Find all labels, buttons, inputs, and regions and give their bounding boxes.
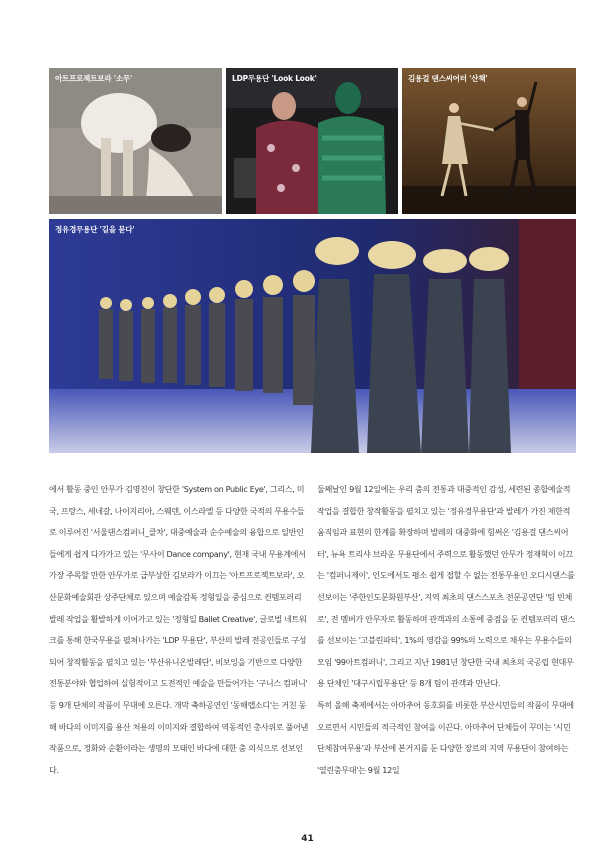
photo-look-look-image [226,68,398,214]
photo-walk [402,68,576,214]
left-column-text: 에서 활동 중인 안무가 김명진이 창단한 'System on Public Eye', 그리스, 미국, 프랑스, 세네갈, 나이지리아, 스웨덴, 이스라엘 등 다양한 국적의 무용수들로 이루어진 '서울댄스컴퍼니_클차', 대중예술과 순수예술의 융합으로 일반인들에게 쉽게 다가가고 있는 '무사이 Dance company', 현재 국내 무용계에서 가장 주목할 만한 안무가로 급부상한 김보라가 이끄는 '아트프로젝트보라', 오산문화예술회관 상주단체로 있으며 예술감독 정형일을 중심으로 컨템포러리 발레 작업을 활발하게 이어가고 있는 '정형일 Ballet Creative', 글로벌 네트워크를 통해 한국무용을 펼쳐나가는 'LDP 무용단', 부산의 발레 전공인들로 구성되어 창작활동을 펼치고 있는 '부산유니온발레단', 비보잉을 기반으로 다양한 전통분야와 협업하여 실험적이고 도전적인 예술을 만들어가는 '구니스 컴퍼니' 등 9개 단체의 작품이 무대에 오른다. 개막 축하공연인 '동해랩소디'는 거친 동해 바다의 이미지를 용산 처용의 이미지와 결합하여 역동적인 총사위로 풀어낸 작품으로, 정화와 순환이라는 생명의 모태인 바다에 대한 춤 의식으로 선보인다. [49,484,309,775]
right-column-paragraph-2: 특히 올해 축제에서는 아마추어 동호회를 비롯한 부산시민들의 작품이 무대에 오르면서 시민들의 적극적인 참여을 이끈다. 아마추어 단체들이 꾸미는 '시민단체참여무용'과 부산에 본거지를 둔 다양한 장르의 지역 무용단이 참여하는 '열린춤무대'는 9월 12일 [317,699,574,775]
right-column-paragraph-1: 둘째날인 9월 12일에는 우리 춤의 전통과 대중적인 감성, 세련된 종합예술적 작업을 결합한 창작활동을 펼치고 있는 '정유경무용단'과 발레가 가진 제한적 움직임과 표현의 한계를 확장하며 발레의 대중화에 힘써온 '김용걸 댄스씨어터', 뉴욕 트리샤 브라운 무용단에서 주력으로 활동했던 안무가 정재혁이 이끄는 '컴퍼니제이', 인도에서도 평소 쉽게 접할 수 없는 전통무용인 오디시댄스를 선보이는 '주한인도문화원부산', 지역 최초의 댄스스포츠 전문공연단 '팀 빈체로', 전 멤버가 안무자로 활동하며 관객과의 소통에 중점을 둔 컨템포러리 댄스를 선보이는 '고블린파티', 1%의 영감을 99%의 노력으로 채우는 무용수들의 모임 '99아트컴퍼니', 그리고 지난 1981년 창단한 국내 최초의 국공립 현대무용 단체인 '대구시립무용단' 등 8개 팀이 관객과 만난다. [317,484,575,689]
photo-asking-the-way [49,219,576,453]
photo-caption: 정유경무용단 '길을 묻다' [55,225,135,234]
photo-caption: 김용걸 댄스씨어터 '산책' [408,74,488,83]
photo-look-look [226,68,398,214]
photo-walk-image [402,68,576,214]
left-column [49,479,309,781]
photo-caption: LDP무용단 'Look Look' [232,74,317,83]
photo-somu [49,68,222,214]
page-number: 41 [301,834,314,844]
right-column [317,479,577,781]
photo-asking-the-way-image [49,219,576,453]
photo-somu-image [49,68,222,214]
photo-caption: 아트프로젝트보라 '소무' [55,74,133,83]
